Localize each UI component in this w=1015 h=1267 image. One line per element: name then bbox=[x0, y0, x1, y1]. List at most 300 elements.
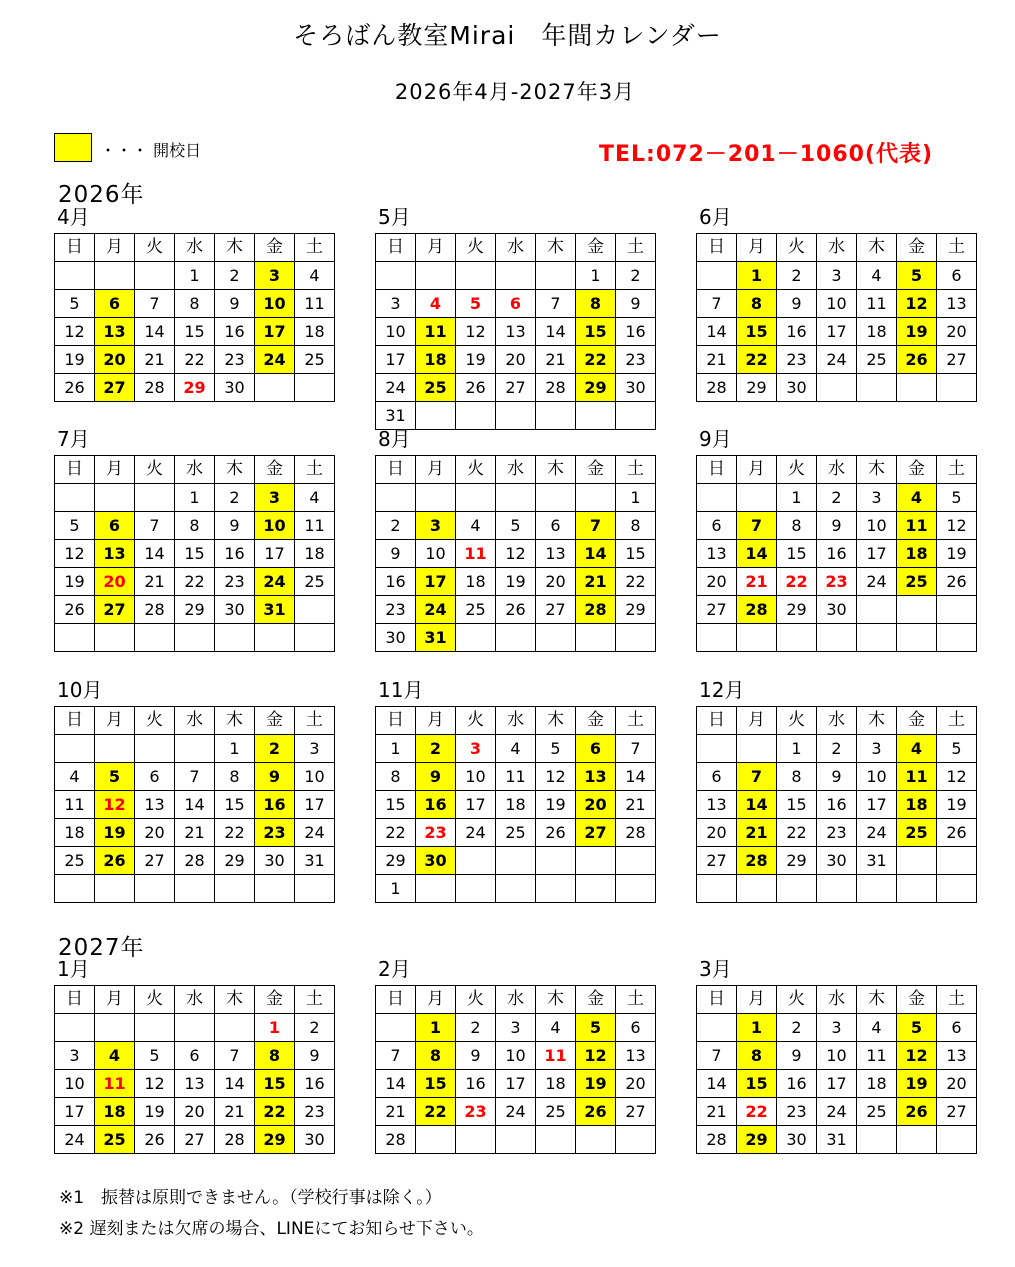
empty-day-cell bbox=[295, 875, 335, 903]
weekday-header: 火 bbox=[135, 234, 175, 262]
weekday-header: 木 bbox=[215, 707, 255, 735]
empty-day-cell bbox=[897, 1126, 937, 1154]
empty-day-cell bbox=[95, 875, 135, 903]
day-cell: 8 bbox=[737, 290, 777, 318]
weekday-header: 金 bbox=[576, 986, 616, 1014]
day-cell: 1 bbox=[175, 262, 215, 290]
day-cell: 6 bbox=[175, 1042, 215, 1070]
weekday-header: 土 bbox=[937, 234, 977, 262]
day-cell: 1 bbox=[215, 735, 255, 763]
empty-day-cell bbox=[616, 847, 656, 875]
year-heading-2027: 2027年 bbox=[58, 935, 145, 961]
day-cell: 16 bbox=[295, 1070, 335, 1098]
day-cell: 18 bbox=[897, 791, 937, 819]
weekday-header: 月 bbox=[95, 986, 135, 1014]
day-cell: 4 bbox=[496, 735, 536, 763]
day-cell: 21 bbox=[616, 791, 656, 819]
note-2: ※2 遅刻または欠席の場合、LINEにてお知らせ下さい。 bbox=[59, 1219, 484, 1239]
day-cell: 16 bbox=[616, 318, 656, 346]
weekday-header: 日 bbox=[376, 456, 416, 484]
empty-day-cell bbox=[135, 875, 175, 903]
day-cell: 22 bbox=[737, 1098, 777, 1126]
day-cell: 11 bbox=[897, 763, 937, 791]
month-label: 6月 bbox=[699, 205, 732, 229]
day-cell: 9 bbox=[817, 512, 857, 540]
day-cell: 19 bbox=[536, 791, 576, 819]
month-grid bbox=[696, 706, 977, 903]
empty-day-cell bbox=[215, 1014, 255, 1042]
day-cell: 27 bbox=[95, 596, 135, 624]
day-cell: 26 bbox=[456, 374, 496, 402]
day-cell: 6 bbox=[616, 1014, 656, 1042]
day-cell: 27 bbox=[576, 819, 616, 847]
day-cell: 4 bbox=[897, 735, 937, 763]
day-cell: 29 bbox=[175, 374, 215, 402]
day-cell: 5 bbox=[937, 484, 977, 512]
day-cell: 20 bbox=[95, 568, 135, 596]
day-cell: 30 bbox=[416, 847, 456, 875]
day-cell: 25 bbox=[55, 847, 95, 875]
day-cell: 10 bbox=[55, 1070, 95, 1098]
day-cell: 17 bbox=[496, 1070, 536, 1098]
day-cell: 3 bbox=[295, 735, 335, 763]
day-cell: 6 bbox=[937, 1014, 977, 1042]
day-cell: 5 bbox=[897, 1014, 937, 1042]
empty-day-cell bbox=[496, 1126, 536, 1154]
empty-day-cell bbox=[897, 374, 937, 402]
day-cell: 9 bbox=[215, 290, 255, 318]
day-cell: 17 bbox=[416, 568, 456, 596]
day-cell: 20 bbox=[937, 1070, 977, 1098]
month-label: 7月 bbox=[57, 427, 90, 451]
weekday-header: 火 bbox=[456, 707, 496, 735]
day-cell: 13 bbox=[616, 1042, 656, 1070]
day-cell: 4 bbox=[95, 1042, 135, 1070]
empty-day-cell bbox=[95, 735, 135, 763]
day-cell: 9 bbox=[295, 1042, 335, 1070]
day-cell: 28 bbox=[215, 1126, 255, 1154]
day-cell: 16 bbox=[376, 568, 416, 596]
day-cell: 23 bbox=[255, 819, 295, 847]
weekday-header: 水 bbox=[496, 234, 536, 262]
day-cell: 21 bbox=[215, 1098, 255, 1126]
day-cell: 26 bbox=[135, 1126, 175, 1154]
day-cell: 23 bbox=[777, 346, 817, 374]
day-cell: 20 bbox=[697, 819, 737, 847]
weekday-header: 土 bbox=[937, 707, 977, 735]
weekday-header: 金 bbox=[255, 986, 295, 1014]
day-cell: 14 bbox=[376, 1070, 416, 1098]
weekday-header: 木 bbox=[536, 986, 576, 1014]
empty-day-cell bbox=[937, 624, 977, 652]
day-cell: 5 bbox=[937, 735, 977, 763]
day-cell: 11 bbox=[857, 290, 897, 318]
day-cell: 30 bbox=[215, 374, 255, 402]
month-label: 3月 bbox=[699, 957, 732, 981]
day-cell: 6 bbox=[496, 290, 536, 318]
day-cell: 5 bbox=[95, 763, 135, 791]
day-cell: 28 bbox=[576, 596, 616, 624]
day-cell: 3 bbox=[255, 262, 295, 290]
weekday-header: 木 bbox=[857, 707, 897, 735]
month-label: 1月 bbox=[57, 957, 90, 981]
weekday-header: 日 bbox=[697, 707, 737, 735]
day-cell: 28 bbox=[737, 596, 777, 624]
day-cell: 8 bbox=[255, 1042, 295, 1070]
day-cell: 4 bbox=[456, 512, 496, 540]
day-cell: 29 bbox=[737, 374, 777, 402]
day-cell: 7 bbox=[697, 290, 737, 318]
empty-day-cell bbox=[857, 596, 897, 624]
empty-day-cell bbox=[576, 402, 616, 430]
day-cell: 21 bbox=[175, 819, 215, 847]
weekday-header: 金 bbox=[576, 456, 616, 484]
open-day-legend-swatch bbox=[54, 133, 92, 162]
day-cell: 24 bbox=[817, 346, 857, 374]
day-cell: 2 bbox=[255, 735, 295, 763]
weekday-header: 土 bbox=[295, 707, 335, 735]
day-cell: 20 bbox=[937, 318, 977, 346]
weekday-header: 月 bbox=[416, 456, 456, 484]
day-cell: 10 bbox=[456, 763, 496, 791]
day-cell: 10 bbox=[255, 290, 295, 318]
empty-day-cell bbox=[135, 1014, 175, 1042]
day-cell: 31 bbox=[295, 847, 335, 875]
empty-day-cell bbox=[255, 875, 295, 903]
day-cell: 22 bbox=[777, 568, 817, 596]
day-cell: 13 bbox=[937, 1042, 977, 1070]
empty-day-cell bbox=[175, 735, 215, 763]
day-cell: 31 bbox=[376, 402, 416, 430]
empty-day-cell bbox=[616, 875, 656, 903]
day-cell: 11 bbox=[295, 512, 335, 540]
day-cell: 13 bbox=[576, 763, 616, 791]
day-cell: 13 bbox=[175, 1070, 215, 1098]
empty-day-cell bbox=[737, 624, 777, 652]
day-cell: 1 bbox=[737, 1014, 777, 1042]
weekday-header: 月 bbox=[416, 986, 456, 1014]
day-cell: 17 bbox=[857, 791, 897, 819]
empty-day-cell bbox=[135, 262, 175, 290]
day-cell: 8 bbox=[737, 1042, 777, 1070]
day-cell: 8 bbox=[175, 290, 215, 318]
weekday-header: 水 bbox=[175, 234, 215, 262]
day-cell: 19 bbox=[496, 568, 536, 596]
day-cell: 16 bbox=[777, 1070, 817, 1098]
day-cell: 5 bbox=[456, 290, 496, 318]
day-cell: 30 bbox=[215, 596, 255, 624]
day-cell: 2 bbox=[817, 484, 857, 512]
day-cell: 11 bbox=[857, 1042, 897, 1070]
day-cell: 18 bbox=[95, 1098, 135, 1126]
day-cell: 26 bbox=[897, 346, 937, 374]
weekday-header: 土 bbox=[937, 986, 977, 1014]
day-cell: 16 bbox=[255, 791, 295, 819]
day-cell: 25 bbox=[536, 1098, 576, 1126]
day-cell: 16 bbox=[777, 318, 817, 346]
day-cell: 6 bbox=[95, 290, 135, 318]
day-cell: 23 bbox=[817, 568, 857, 596]
weekday-header: 木 bbox=[857, 986, 897, 1014]
day-cell: 17 bbox=[55, 1098, 95, 1126]
day-cell: 27 bbox=[496, 374, 536, 402]
empty-day-cell bbox=[536, 847, 576, 875]
day-cell: 12 bbox=[576, 1042, 616, 1070]
day-cell: 24 bbox=[55, 1126, 95, 1154]
day-cell: 3 bbox=[376, 290, 416, 318]
weekday-header: 水 bbox=[175, 456, 215, 484]
empty-day-cell bbox=[897, 624, 937, 652]
empty-day-cell bbox=[295, 374, 335, 402]
day-cell: 6 bbox=[95, 512, 135, 540]
empty-day-cell bbox=[55, 262, 95, 290]
day-cell: 19 bbox=[937, 540, 977, 568]
day-cell: 9 bbox=[215, 512, 255, 540]
day-cell: 15 bbox=[376, 791, 416, 819]
empty-day-cell bbox=[376, 1014, 416, 1042]
month-grid bbox=[375, 985, 656, 1154]
day-cell: 4 bbox=[897, 484, 937, 512]
day-cell: 29 bbox=[576, 374, 616, 402]
day-cell: 20 bbox=[95, 346, 135, 374]
day-cell: 11 bbox=[456, 540, 496, 568]
day-cell: 3 bbox=[857, 484, 897, 512]
day-cell: 26 bbox=[55, 374, 95, 402]
day-cell: 16 bbox=[215, 318, 255, 346]
empty-day-cell bbox=[937, 1126, 977, 1154]
day-cell: 15 bbox=[175, 540, 215, 568]
day-cell: 30 bbox=[616, 374, 656, 402]
day-cell: 3 bbox=[817, 1014, 857, 1042]
weekday-header: 木 bbox=[857, 456, 897, 484]
day-cell: 27 bbox=[95, 374, 135, 402]
day-cell: 28 bbox=[135, 596, 175, 624]
day-cell: 24 bbox=[496, 1098, 536, 1126]
empty-day-cell bbox=[456, 624, 496, 652]
empty-day-cell bbox=[456, 484, 496, 512]
day-cell: 18 bbox=[55, 819, 95, 847]
empty-day-cell bbox=[416, 402, 456, 430]
empty-day-cell bbox=[897, 596, 937, 624]
day-cell: 14 bbox=[135, 540, 175, 568]
day-cell: 12 bbox=[536, 763, 576, 791]
day-cell: 18 bbox=[295, 318, 335, 346]
day-cell: 2 bbox=[295, 1014, 335, 1042]
day-cell: 2 bbox=[616, 262, 656, 290]
month-grid bbox=[54, 985, 335, 1154]
day-cell: 17 bbox=[376, 346, 416, 374]
day-cell: 15 bbox=[737, 318, 777, 346]
day-cell: 3 bbox=[255, 484, 295, 512]
weekday-header: 水 bbox=[817, 456, 857, 484]
weekday-header: 火 bbox=[456, 234, 496, 262]
day-cell: 29 bbox=[616, 596, 656, 624]
weekday-header: 金 bbox=[897, 986, 937, 1014]
day-cell: 7 bbox=[697, 1042, 737, 1070]
empty-day-cell bbox=[536, 624, 576, 652]
day-cell: 17 bbox=[255, 540, 295, 568]
empty-day-cell bbox=[576, 875, 616, 903]
day-cell: 13 bbox=[496, 318, 536, 346]
empty-day-cell bbox=[95, 1014, 135, 1042]
weekday-header: 火 bbox=[777, 707, 817, 735]
day-cell: 28 bbox=[697, 1126, 737, 1154]
day-cell: 31 bbox=[255, 596, 295, 624]
weekday-header: 木 bbox=[857, 234, 897, 262]
empty-day-cell bbox=[295, 596, 335, 624]
day-cell: 15 bbox=[777, 791, 817, 819]
day-cell: 17 bbox=[857, 540, 897, 568]
day-cell: 21 bbox=[697, 1098, 737, 1126]
weekday-header: 火 bbox=[135, 986, 175, 1014]
weekday-header: 土 bbox=[616, 456, 656, 484]
empty-day-cell bbox=[175, 875, 215, 903]
day-cell: 6 bbox=[536, 512, 576, 540]
weekday-header: 月 bbox=[416, 234, 456, 262]
empty-day-cell bbox=[496, 262, 536, 290]
day-cell: 17 bbox=[295, 791, 335, 819]
day-cell: 22 bbox=[175, 568, 215, 596]
day-cell: 21 bbox=[135, 346, 175, 374]
weekday-header: 月 bbox=[737, 986, 777, 1014]
day-cell: 21 bbox=[536, 346, 576, 374]
day-cell: 4 bbox=[416, 290, 456, 318]
day-cell: 20 bbox=[536, 568, 576, 596]
day-cell: 16 bbox=[215, 540, 255, 568]
day-cell: 10 bbox=[857, 763, 897, 791]
empty-day-cell bbox=[376, 262, 416, 290]
day-cell: 30 bbox=[777, 1126, 817, 1154]
day-cell: 22 bbox=[616, 568, 656, 596]
month-grid bbox=[375, 706, 656, 903]
empty-day-cell bbox=[937, 875, 977, 903]
empty-day-cell bbox=[576, 484, 616, 512]
weekday-header: 火 bbox=[777, 456, 817, 484]
weekday-header: 月 bbox=[416, 707, 456, 735]
day-cell: 24 bbox=[255, 568, 295, 596]
empty-day-cell bbox=[456, 402, 496, 430]
day-cell: 24 bbox=[456, 819, 496, 847]
weekday-header: 火 bbox=[456, 986, 496, 1014]
day-cell: 6 bbox=[937, 262, 977, 290]
day-cell: 28 bbox=[175, 847, 215, 875]
empty-day-cell bbox=[777, 875, 817, 903]
day-cell: 21 bbox=[376, 1098, 416, 1126]
day-cell: 20 bbox=[616, 1070, 656, 1098]
day-cell: 2 bbox=[376, 512, 416, 540]
day-cell: 12 bbox=[937, 763, 977, 791]
empty-day-cell bbox=[376, 484, 416, 512]
day-cell: 2 bbox=[777, 1014, 817, 1042]
day-cell: 27 bbox=[135, 847, 175, 875]
empty-day-cell bbox=[215, 875, 255, 903]
day-cell: 10 bbox=[376, 318, 416, 346]
empty-day-cell bbox=[616, 624, 656, 652]
day-cell: 16 bbox=[456, 1070, 496, 1098]
day-cell: 18 bbox=[857, 1070, 897, 1098]
weekday-header: 木 bbox=[215, 234, 255, 262]
day-cell: 18 bbox=[416, 346, 456, 374]
empty-day-cell bbox=[616, 1126, 656, 1154]
day-cell: 1 bbox=[255, 1014, 295, 1042]
weekday-header: 水 bbox=[496, 707, 536, 735]
day-cell: 13 bbox=[95, 318, 135, 346]
empty-day-cell bbox=[697, 624, 737, 652]
day-cell: 30 bbox=[295, 1126, 335, 1154]
weekday-header: 金 bbox=[255, 456, 295, 484]
day-cell: 12 bbox=[456, 318, 496, 346]
day-cell: 17 bbox=[817, 1070, 857, 1098]
day-cell: 8 bbox=[175, 512, 215, 540]
day-cell: 26 bbox=[937, 819, 977, 847]
day-cell: 25 bbox=[897, 568, 937, 596]
day-cell: 13 bbox=[536, 540, 576, 568]
day-cell: 19 bbox=[937, 791, 977, 819]
day-cell: 5 bbox=[897, 262, 937, 290]
empty-day-cell bbox=[496, 875, 536, 903]
empty-day-cell bbox=[897, 847, 937, 875]
day-cell: 18 bbox=[496, 791, 536, 819]
day-cell: 19 bbox=[897, 318, 937, 346]
day-cell: 18 bbox=[295, 540, 335, 568]
weekday-header: 木 bbox=[536, 234, 576, 262]
month-grid bbox=[696, 985, 977, 1154]
empty-day-cell bbox=[416, 262, 456, 290]
day-cell: 7 bbox=[616, 735, 656, 763]
day-cell: 19 bbox=[55, 568, 95, 596]
weekday-header: 月 bbox=[95, 707, 135, 735]
day-cell: 27 bbox=[616, 1098, 656, 1126]
empty-day-cell bbox=[536, 262, 576, 290]
day-cell: 9 bbox=[777, 290, 817, 318]
day-cell: 18 bbox=[536, 1070, 576, 1098]
weekday-header: 水 bbox=[817, 986, 857, 1014]
day-cell: 20 bbox=[697, 568, 737, 596]
day-cell: 15 bbox=[215, 791, 255, 819]
empty-day-cell bbox=[95, 484, 135, 512]
empty-day-cell bbox=[697, 484, 737, 512]
empty-day-cell bbox=[496, 624, 536, 652]
day-cell: 22 bbox=[175, 346, 215, 374]
day-cell: 3 bbox=[456, 735, 496, 763]
day-cell: 30 bbox=[817, 847, 857, 875]
day-cell: 3 bbox=[857, 735, 897, 763]
day-cell: 24 bbox=[416, 596, 456, 624]
day-cell: 4 bbox=[857, 1014, 897, 1042]
day-cell: 12 bbox=[55, 540, 95, 568]
weekday-header: 日 bbox=[55, 986, 95, 1014]
day-cell: 1 bbox=[777, 735, 817, 763]
day-cell: 10 bbox=[295, 763, 335, 791]
empty-day-cell bbox=[737, 735, 777, 763]
day-cell: 23 bbox=[817, 819, 857, 847]
month-grid bbox=[375, 233, 656, 430]
day-cell: 8 bbox=[777, 512, 817, 540]
weekday-header: 日 bbox=[697, 234, 737, 262]
empty-day-cell bbox=[536, 402, 576, 430]
day-cell: 23 bbox=[777, 1098, 817, 1126]
day-cell: 9 bbox=[817, 763, 857, 791]
day-cell: 15 bbox=[737, 1070, 777, 1098]
day-cell: 15 bbox=[777, 540, 817, 568]
day-cell: 7 bbox=[376, 1042, 416, 1070]
day-cell: 28 bbox=[536, 374, 576, 402]
day-cell: 8 bbox=[616, 512, 656, 540]
empty-day-cell bbox=[55, 875, 95, 903]
weekday-header: 月 bbox=[737, 234, 777, 262]
day-cell: 20 bbox=[175, 1098, 215, 1126]
day-cell: 23 bbox=[295, 1098, 335, 1126]
